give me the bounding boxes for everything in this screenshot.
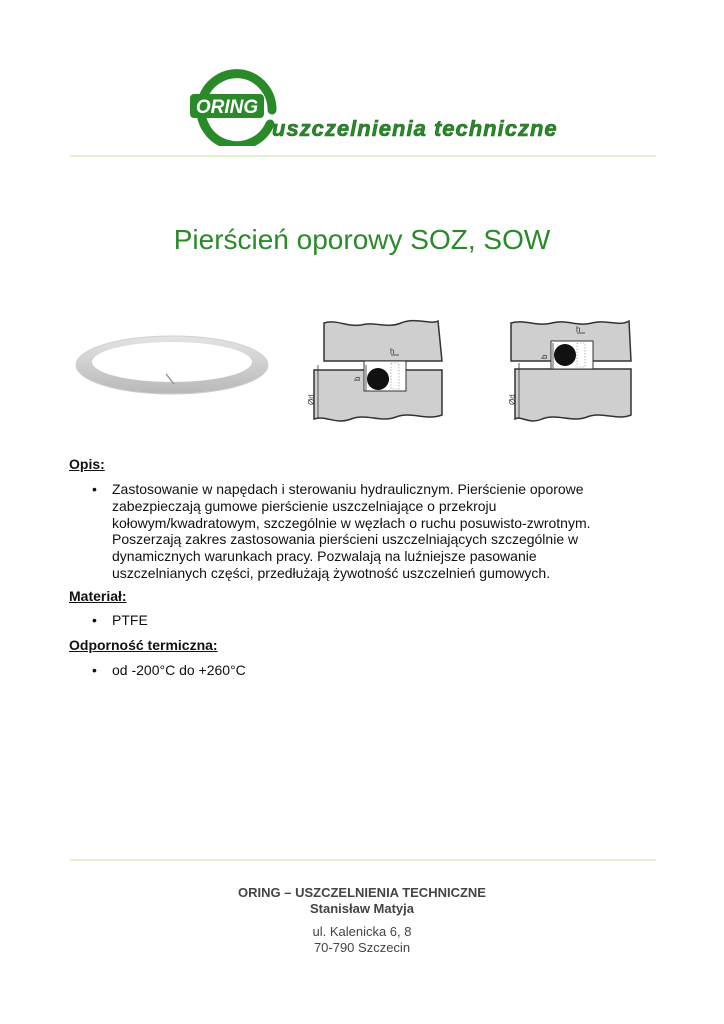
footer-company: ORING – USZCZELNIENIA TECHNICZNE — [238, 885, 486, 900]
diagram-soz — [306, 315, 444, 450]
logo-brand: ORING — [195, 97, 259, 118]
material-bullet: • — [92, 612, 97, 628]
diagram-sow — [507, 315, 645, 450]
diag1-label-d: Ød — [307, 394, 316, 405]
oring-logo — [180, 66, 560, 146]
odpornosc-heading: Odporność termiczna: — [69, 637, 218, 653]
diag1-label-b: b — [353, 376, 362, 381]
opis-line: Poszerzają zakres zastosowania pierścieni uszczelniających szczególnie w — [112, 531, 579, 548]
footer-owner: Stanisław Matyja — [309, 901, 415, 916]
opis-line: uszczelnianych części, przedłużają żywotność uszczelnień gumowych. — [112, 564, 551, 581]
header-divider — [70, 155, 656, 157]
footer-city: 70-790 Szczecin — [313, 940, 411, 955]
footer-street: ul. Kalenicka 6, 8 — [312, 924, 412, 939]
page-title: Pierścień oporowy SOZ, SOW — [173, 224, 551, 255]
material-value: PTFE — [112, 612, 148, 628]
opis-line: kołowym/kwadratowym, szczególnie w węzłach o ruchu posuwisto-zwrotnym. — [112, 514, 591, 531]
opis-line: dynamicznych warunkach pracy. Pozwalają na luźniejsze pasowanie — [112, 548, 537, 565]
odpornosc-bullet: • — [92, 662, 97, 678]
opis-heading: Opis: — [69, 456, 105, 472]
footer-divider — [70, 859, 656, 861]
opis-line: zabezpieczają gumowe pierścienie uszczelniające o przekroju — [112, 497, 497, 514]
odpornosc-value: od -200°C do +260°C — [112, 662, 246, 678]
diag2-label-b: b — [540, 354, 549, 359]
material-heading: Materiał: — [69, 588, 127, 604]
opis-text — [112, 481, 632, 582]
logo-tagline: uszczelnienia techniczne — [272, 116, 558, 141]
diag2-label-h: h — [576, 325, 581, 334]
backup-ring-image — [74, 330, 270, 400]
diag1-label-h: h — [390, 347, 395, 356]
diag2-label-d: Ød — [508, 394, 517, 405]
opis-line: Zastosowanie w napędach i sterowaniu hydraulicznym. Pierścienie oporowe — [112, 481, 584, 497]
opis-bullet: • — [92, 481, 97, 497]
